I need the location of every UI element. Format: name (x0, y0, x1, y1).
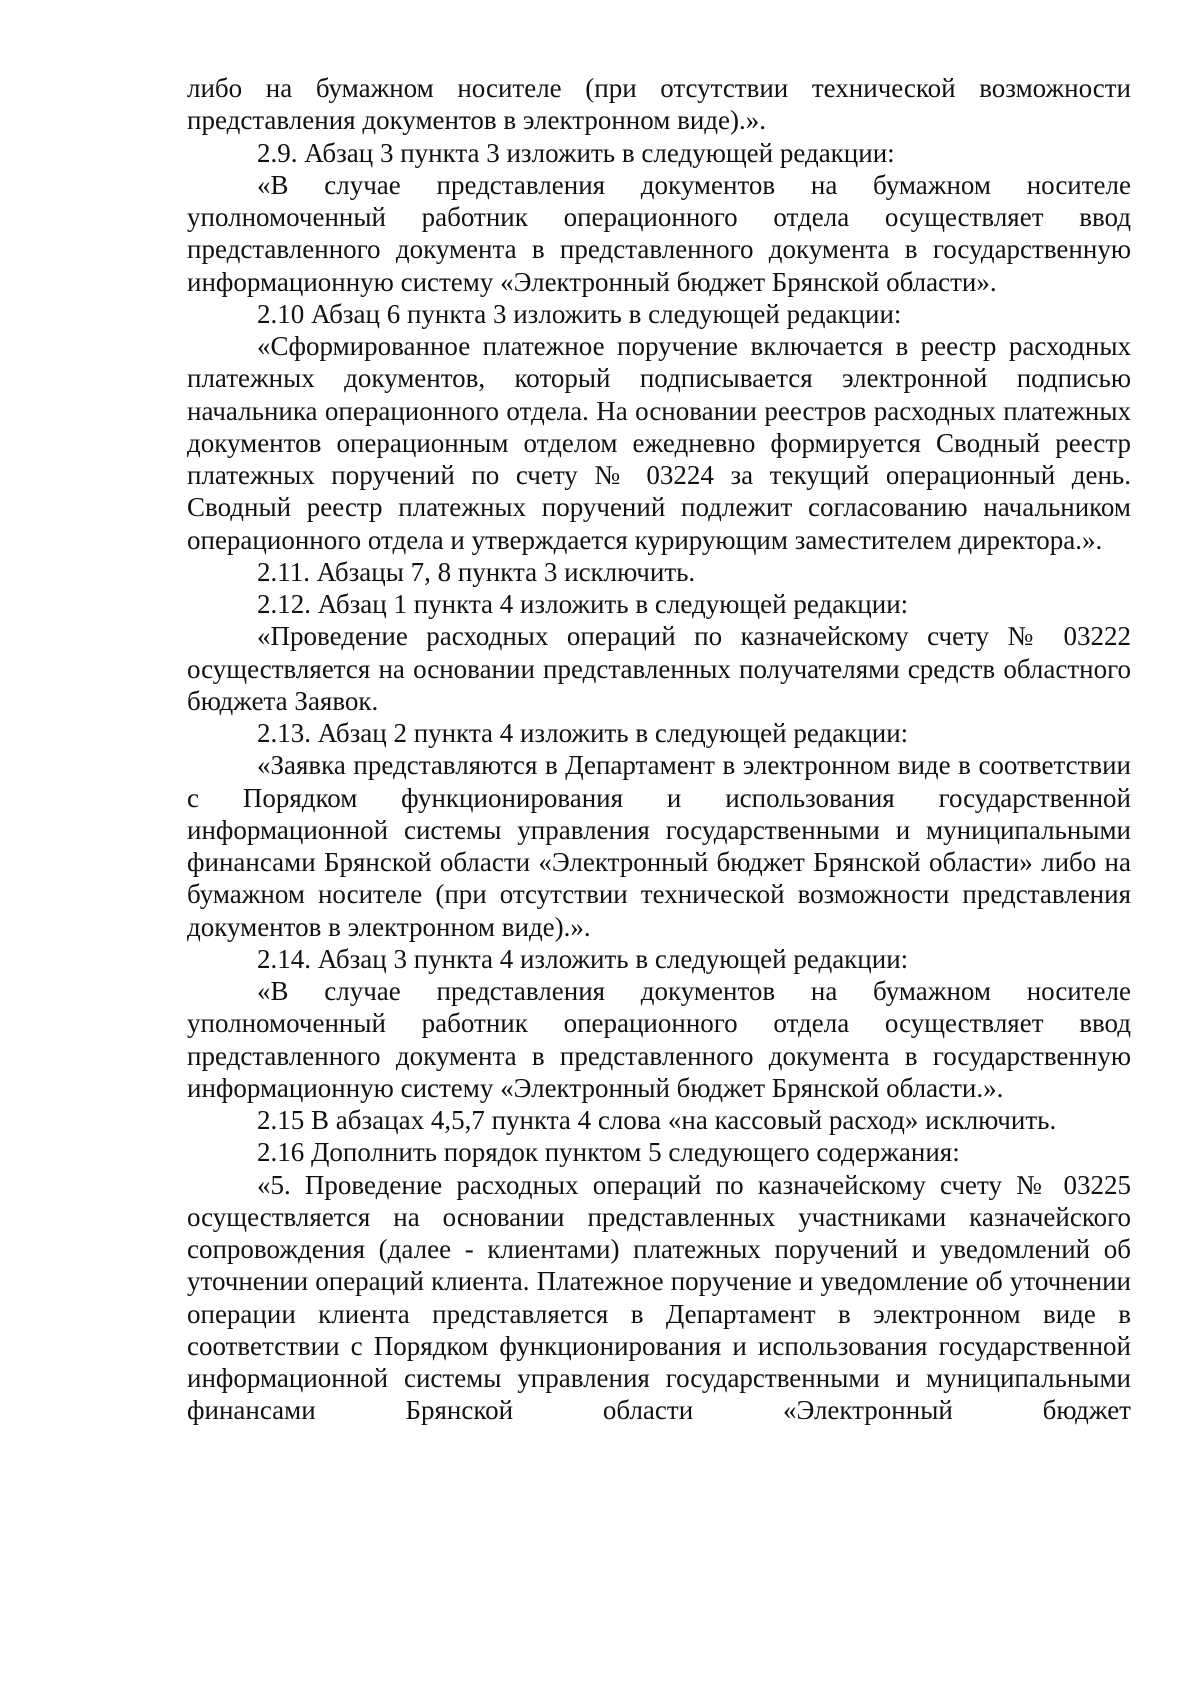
paragraph-continuation: либо на бумажном носителе (при отсутствии технической возможности представления документов в электронном виде).». (187, 73, 1131, 136)
paragraph-2-10: 2.10 Абзац 6 пункта 3 изложить в следующей редакции: (257, 298, 902, 329)
paragraph-quote-2-13: «Заявка представляются в Департамент в электронном виде в соответствии с Порядком функционирования и использования государственной информационной системы управления государственными и муниципальными финансами Брянской области «Электронный бюджет Брянской области» либо на бумажном носителе (при отсутствии технической возможности представления документов в электронном виде).». (187, 750, 1131, 942)
paragraph-2-11: 2.11. Абзацы 7, 8 пункта 3 исключить. (257, 556, 696, 587)
paragraph-2-9: 2.9. Абзац 3 пункта 3 изложить в следующей редакции: (257, 137, 895, 168)
document-body (187, 72, 1131, 1427)
paragraph-2-16: 2.16 Дополнить порядок пунктом 5 следующего содержания: (257, 1137, 960, 1168)
paragraph-2-15: 2.15 В абзацах 4,5,7 пункта 4 слова «на кассовый расход» исключить. (257, 1105, 1057, 1135)
paragraph-quote-2-10: «Сформированное платежное поручение включается в реестр расходных платежных документов, который подписывается электронной подписью начальника операционного отдела. На основании реестров расходных платежных документов операционным отделом ежедневно формируется Сводный реестр платежных поручений по счету № 03224 за текущий операционный день. Сводный реестр платежных поручений подлежит согласованию начальником операционного отдела и утверждается курирующим заместителем директора.». (187, 331, 1131, 555)
paragraph-quote-2-9: «В случае представления документов на бумажном носителе уполномоченный работник операционного отдела осуществляет ввод представленного документа в представленного документа в государственную информационную систему «Электронный бюджет Брянской области». (187, 169, 1131, 297)
paragraph-quote-2-14: «В случае представления документов на бумажном носителе уполномоченный работник операционного отдела осуществляет ввод представленного документа в представленного документа в государственную информационную систему «Электронный бюджет Брянской области.». (187, 976, 1131, 1103)
paragraph-quote-2-16: «5. Проведение расходных операций по казначейскому счету № 03225 осуществляется на основании представленных участниками казначейского сопровождения (далее - клиентами) платежных поручений и уведомлений об уточнении операций клиента. Платежное поручение и уведомление об уточнении операции клиента представляется в Департамент в электронном виде в соответствии с Порядком функционирования и использования государственной информационной системы управления государственными и муниципальными финансами Брянской области «Электронный бюджет (187, 1169, 1131, 1426)
paragraph-2-14: 2.14. Абзац 3 пункта 4 изложить в следующей редакции: (257, 943, 909, 974)
paragraph-2-12: 2.12. Абзац 1 пункта 4 изложить в следующей редакции: (257, 589, 909, 619)
paragraph-quote-2-12: «Проведение расходных операций по казначейскому счету № 03222 осуществляется на основании представленных получателями средств областного бюджета Заявок. (187, 621, 1131, 716)
paragraph-2-13: 2.13. Абзац 2 пункта 4 изложить в следующей редакции: (257, 718, 909, 748)
